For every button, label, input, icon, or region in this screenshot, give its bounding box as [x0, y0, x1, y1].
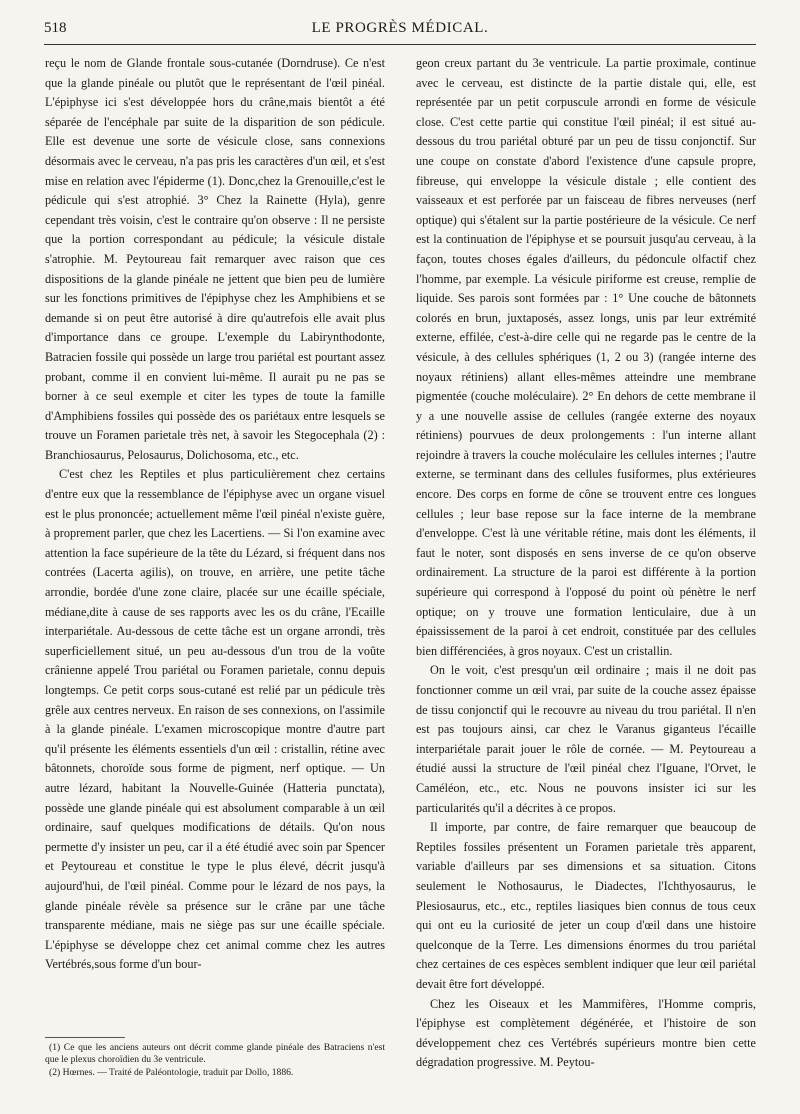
page-header: [44, 14, 756, 40]
paragraph: C'est chez les Reptiles et plus particulièrement chez certains d'entre eux que la ressemblance de l'épiphyse avec un organe visuel est le plus prononcée; actuellement même l'œil pinéal n'existe guère, à proprement parler, que chez les Lacertiens. — Si l'on examine avec attention la face supérieure de la tête du Lézard, si fréquent dans nos contrées (Lacerta agilis), on trouve, en arrière, une petite tâche arrondie, bordée d'une zone claire, placée sur une écaille spéciale, médiane,dite à cause de ses rapports avec les os du crâne, l'Ecaille interpariétale. Au-dessous de cette tâche est un organe arrondi, très superficiellement situé, un peu au-dessous d'un trou de la voûte crânienne appelé Trou pariétal ou Foramen parietale, connu depuis longtemps. Ce petit corps sous-cutané est relié par un pédicule très grêle aux centres nerveux. En raison de ses connexions, on l'assimile à la glande pinéale. L'examen microscopique montre d'autre part qu'il présente les éléments essentiels d'un œil : cristallin, rétine avec bâtonnets, choroïde sous forme de pigment, nerf optique. — Un autre lézard, habitant la Nouvelle-Guinée (Hatteria punctata), possède une glande pinéale qui est absolument comparable à un œil ordinaire, sauf quelques modifications de détails. Qu'on nous permette d'y insister un peu, car il a été étudié avec soin par Spencer et Peytoureau et constitue le type le plus élevé, décrit jusqu'à aujourd'hui, de l'œil pinéal. Comme pour le lézard de nos pays, la glande pinéale révèle sa présence sur le crâne par une tâche transparente médiane, mais ne siège pas sur une écaille spéciale. L'épiphyse se développe chez cet animal comme chez les autres Vertébrés,sous forme d'un bour-: [45, 467, 385, 972]
footnotes: [45, 1042, 385, 1079]
right-column: [416, 54, 756, 1073]
footnote: (1) Ce que les anciens auteurs ont décrit comme glande pinéale des Batraciens n'est que le plexus choroïdien du 3e ventricule.: [45, 1042, 385, 1066]
footnote: (2) Hœrnes. — Traité de Paléontologie, traduit par Dollo, 1886.: [49, 1066, 294, 1078]
paragraph: Il importe, par contre, de faire remarquer que beaucoup de Reptiles fossiles présentent un Foramen parietale très apparent, variable d'ailleurs par ses dimensions et sa situation. Citons seulement le Nothosaurus, le Diadectes, l'Ichthyosaurus, le Plesiosaurus, etc., etc., reptiles liasiques bien connus de tous ceux qui ont eu la curiosité de jeter un coup d'œil dans une histoire quelconque de la Terre. Les dimensions énormes du trou pariétal chez certaines de ces espèces semblent indiquer que leur œil pariétal devait être fort développé.: [416, 820, 756, 991]
paragraph: On le voit, c'est presqu'un œil ordinaire ; mais il ne doit pas fonctionner comme un œil vrai, par suite de la couche assez épaisse de tissu conjonctif qui le recouvre au niveau du trou pariétal. Il n'en est pas toujours ainsi, car chez le Varanus giganteus l'écaille interpariétale parait jouer le rôle de cornée. — M. Peytoureau a étudié aussi la structure de l'œil pinéal chez l'Iguane, l'Orvet, le Caméléon, etc., etc. Nous ne pouvons insister ici sur les particularités qu'il a décrites à ce propos.: [416, 663, 756, 815]
page-number: 518: [44, 20, 67, 36]
paragraph: Chez les Oiseaux et les Mammifères, l'Homme compris, l'épiphyse est complètement dégénérée, et l'histoire de son développement chez ces Vertébrés supérieurs montre bien cette dégradation progressive. M. Peytou-: [416, 996, 756, 1070]
header-rule: [44, 44, 756, 45]
left-column: [45, 54, 385, 975]
footnote-rule: [45, 1037, 125, 1038]
running-title: LE PROGRÈS MÉDICAL.: [311, 20, 489, 36]
paragraph: geon creux partant du 3e ventricule. La partie proximale, continue avec le cerveau, est distincte de la partie distale qui, elle, est représentée par un petit corpuscule arrondi en forme de vésicule close. C'est cette partie qui constitue l'œil pinéal; il est situé au-dessous du trou pariétal obturé par un peu de tissu conjonctif. Sur une coupe on constate d'abord l'existence d'une capsule propre, fibreuse, qui enveloppe la vésicule distale ; elle contient des vaisseaux et est perforée par un faisceau de fibres nerveuses (nerf optique) qui s'étalent sur la partie postérieure de la vésicule. Ce nerf est la continuation de l'épiphyse et se poursuit jusqu'au cerveau, à la façon, toutes choses égales d'ailleurs, du pédoncule olfactif chez l'homme, par exemple. La vésicule piriforme est creuse, remplie de liquide. Ses parois sont formées par : 1° Une couche de bâtonnets colorés en brun, juxtaposés, assez longs, unis par leur extrémité externe, effilée, c'est-à-dire celle qui ne regarde pas le centre de la vésicule, à des cellules sphériques (1, 2 ou 3) (rangée interne des noyaux rétiniens) allant elles-mêmes atteindre une membrane pigmentée (couche moléculaire). 2° En dehors de cette membrane il y a une nouvelle assise de cellules (rangée externe des noyaux rétiniens) pourvues de deux prolongements : l'un interne allant rejoindre à travers la couche moléculaire les cellules internes ; l'autre externe, se terminant dans des cellules fusiformes, plus extérieures encore. Des corps en forme de cône se trouvent entre ces longues cellules ; leur base repose sur la face interne de la membrane d'enveloppe. C'est là une véritable rétine, mais dont les éléments, il faut le noter, sont disposés en sens inverse de ce qu'on observe ordinairement. La structure de la paroi est différente à la portion supérieure qui correspond à l'opposé du point où pénètre le nerf optique; on y trouve une formation lenticulaire, due à un épaississement de la paroi à cet endroit, constituée par des cellules bien différenciées, à gros noyaux. C'est un cristallin.: [416, 56, 756, 658]
paragraph: reçu le nom de Glande frontale sous-cutanée (Dorndruse). Ce n'est que la glande pinéale ou plutôt que le représentant de l'œil pinéal. L'épiphyse ici s'est développée hors du crâne,mais bientôt a été séparée de l'encéphale par suite de la disparition de son pédicule. Elle est devenue une sorte de vésicule close, sans connexions désormais avec le cerveau, n'a pas pris les caractères d'un œil, et s'est mise en relation avec l'épiderme (1). Donc,chez la Grenouille,c'est le pédicule qui s'est atrophié. 3° Chez la Rainette (Hyla), genre cependant très voisin, c'est le contraire qu'on observe : Il ne persiste que la portion correspondant au pédicule; la vésicule distale s'atrophie. M. Peytoureau fait remarquer avec raison que ces dispositions de la glande pinéale ne jettent que bien peu de lumière sur les fonctions primitives de l'épiphyse chez les Amphibiens et se demande si on peut être autorisé à dire qu'autrefois elle avait plus d'importance dans ce groupe. L'exemple du Labirynthodonte, Batracien fossile qui possède un large trou pariétal est pourtant assez probant, comme il en convient lui-même. Il aurait pu ne pas se borner à ce seul exemple et citer les types de toute la famille d'Amphibiens fossiles qui possède des os pariétaux entre lesquels se trouve un Foramen parietale très net, à savoir les Stegocephala (2) : Branchiosaurus, Pelosaurus, Dolichosoma, etc., etc.: [45, 56, 385, 462]
